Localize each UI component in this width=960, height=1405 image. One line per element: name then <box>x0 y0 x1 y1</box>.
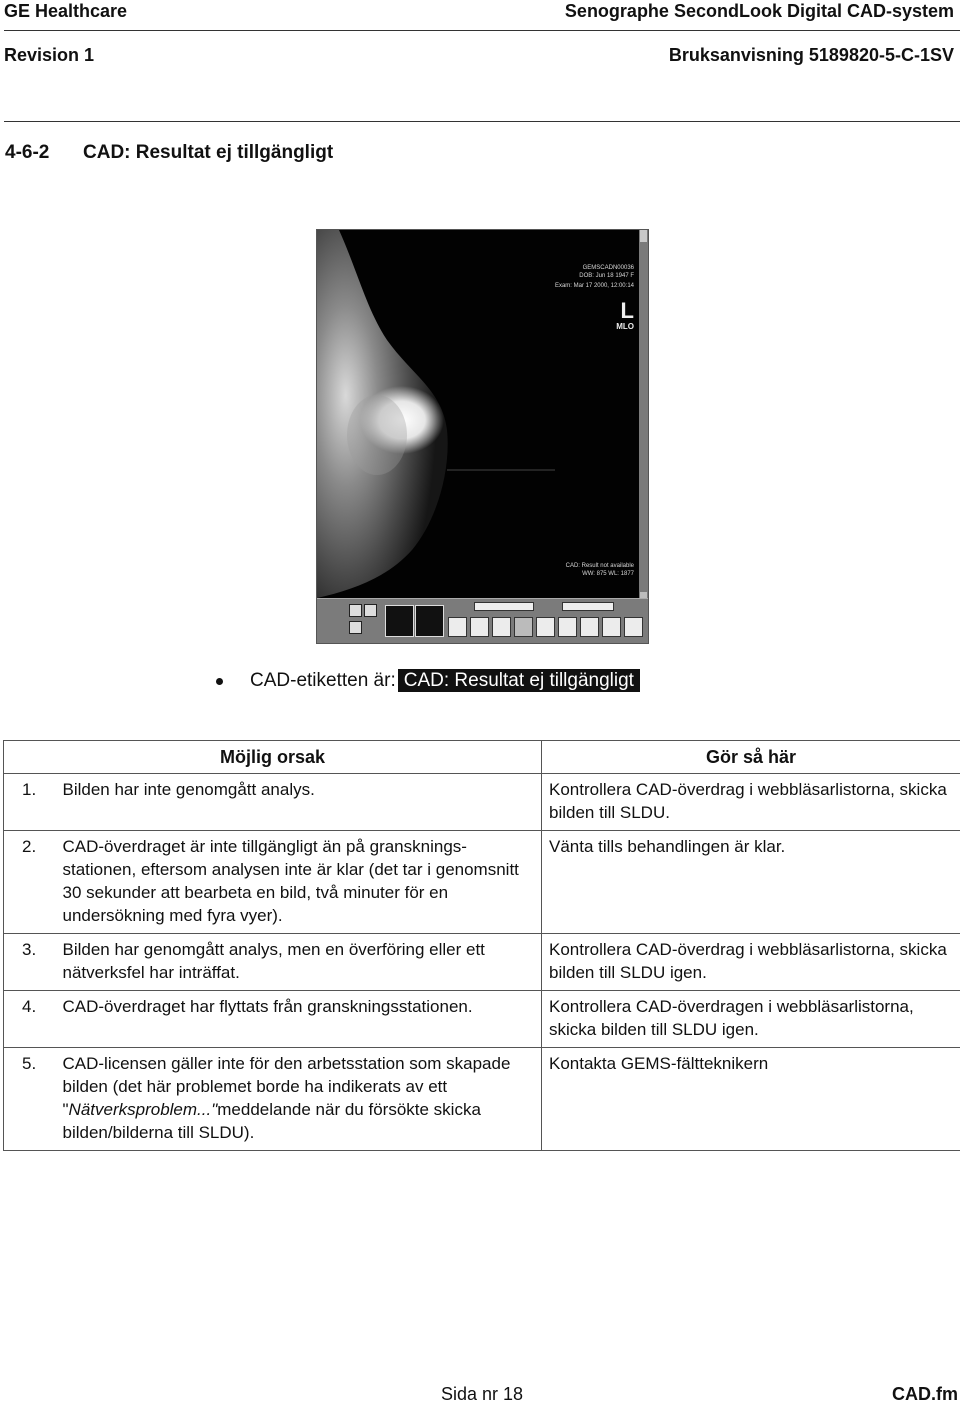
image-thumbnail[interactable] <box>448 617 467 637</box>
row-cause <box>57 1048 542 1151</box>
row-action: Kontrollera CAD-överdragen i webbläsarlistorna, skicka bilden till SLDU igen. <box>542 991 960 1048</box>
viewer-exam: Exam: Mar 17 2000, 12:00:14 <box>555 282 634 290</box>
row-number: 1. <box>4 774 57 831</box>
cad-label-line <box>250 670 640 692</box>
viewer-scrollbar[interactable] <box>639 230 648 602</box>
header-action: Gör så här <box>542 741 960 774</box>
cause-action-table <box>3 740 960 1151</box>
image-thumbnail[interactable] <box>624 617 643 637</box>
viewer-laterality: L <box>621 298 634 324</box>
viewer-window-level: WW: 875 WL: 1877 <box>582 570 634 578</box>
row-cause-text-end: meddelande när du försökte skicka bilden/bilderna till SLDU). <box>63 1100 481 1142</box>
header-revision: Revision 1 <box>4 45 94 66</box>
image-thumbnail[interactable] <box>492 617 511 637</box>
viewer-cad-status: CAD: Result not available <box>566 562 634 570</box>
row-number: 4. <box>4 991 57 1048</box>
section-heading <box>5 142 333 164</box>
layout-stack-icon[interactable] <box>349 621 362 634</box>
mammogram-viewer-screenshot <box>316 229 649 644</box>
row-cause: CAD-överdraget har flyttats från granskningsstationen. <box>57 991 542 1048</box>
layout-grid-icon[interactable] <box>364 604 377 617</box>
header-manual: Bruksanvisning 5189820-5-C-1SV <box>669 45 954 66</box>
bullet-icon <box>216 678 223 685</box>
row-cause-italic: Nätverksproblem..." <box>69 1100 218 1119</box>
row-cause: Bilden har genomgått analys, men en överföring eller ett nätverksfel har inträffat. <box>57 934 542 991</box>
row-cause: CAD-överdraget är inte tillgängligt än på granskningsstationen, eftersom analysen inte är klar (det tar i genomsnitt 30 sekunder att bearbeta en bild, två minuter för en undersökning med fyra vyer). <box>57 831 542 934</box>
image-thumbnail[interactable] <box>558 617 577 637</box>
row-number: 3. <box>4 934 57 991</box>
cad-label-prefix: CAD-etiketten är: <box>250 670 396 691</box>
image-thumbnail[interactable] <box>470 617 489 637</box>
row-action: Vänta tills behandlingen är klar. <box>542 831 960 934</box>
footer-page-number: Sida nr 18 <box>441 1384 523 1405</box>
toolbar-dropdown[interactable] <box>474 602 534 611</box>
header-rule-bottom <box>4 121 960 122</box>
header-company: GE Healthcare <box>4 1 127 22</box>
image-thumbnail[interactable] <box>580 617 599 637</box>
viewer-patient-id: GEMSCADN00036 <box>583 264 634 272</box>
viewer-toolbar <box>317 598 648 643</box>
image-thumbnail[interactable] <box>536 617 555 637</box>
table-row <box>4 1048 960 1151</box>
layout-single-icon[interactable] <box>349 604 362 617</box>
row-cause-text: CAD-licensen gäller inte för den arbetsstation som skapade bilden (det här problemet borde ha indikerats av ett " <box>63 1054 511 1119</box>
cad-label-value: CAD: Resultat ej tillgängligt <box>398 669 640 692</box>
viewer-dob: DOB: Jun 18 1947 F <box>579 272 634 280</box>
viewer-projection: MLO <box>616 322 634 331</box>
series-thumbnail[interactable] <box>415 605 444 637</box>
row-number: 5. <box>4 1048 57 1151</box>
row-action: Kontakta GEMS-fältteknikern <box>542 1048 960 1151</box>
image-thumbnail[interactable] <box>514 617 533 637</box>
section-number: 4-6-2 <box>5 142 83 164</box>
row-action: Kontrollera CAD-överdrag i webbläsarlistorna, skicka bilden till SLDU. <box>542 774 960 831</box>
table-row <box>4 991 960 1048</box>
row-number: 2. <box>4 831 57 934</box>
table-row <box>4 831 960 934</box>
header-rule-top <box>4 30 960 31</box>
row-action: Kontrollera CAD-överdrag i webbläsarlistorna, skicka bilden till SLDU igen. <box>542 934 960 991</box>
row-cause: Bilden har inte genomgått analys. <box>57 774 542 831</box>
header-product: Senographe SecondLook Digital CAD-system <box>565 1 954 22</box>
table-header-row <box>4 741 960 774</box>
table-row <box>4 774 960 831</box>
toolbar-dropdown[interactable] <box>562 602 614 611</box>
section-title: CAD: Resultat ej tillgängligt <box>83 142 333 163</box>
header-cause: Möjlig orsak <box>4 741 542 774</box>
image-thumbnail[interactable] <box>602 617 621 637</box>
table-row <box>4 934 960 991</box>
footer-file-name: CAD.fm <box>892 1384 958 1405</box>
series-thumbnail[interactable] <box>385 605 414 637</box>
